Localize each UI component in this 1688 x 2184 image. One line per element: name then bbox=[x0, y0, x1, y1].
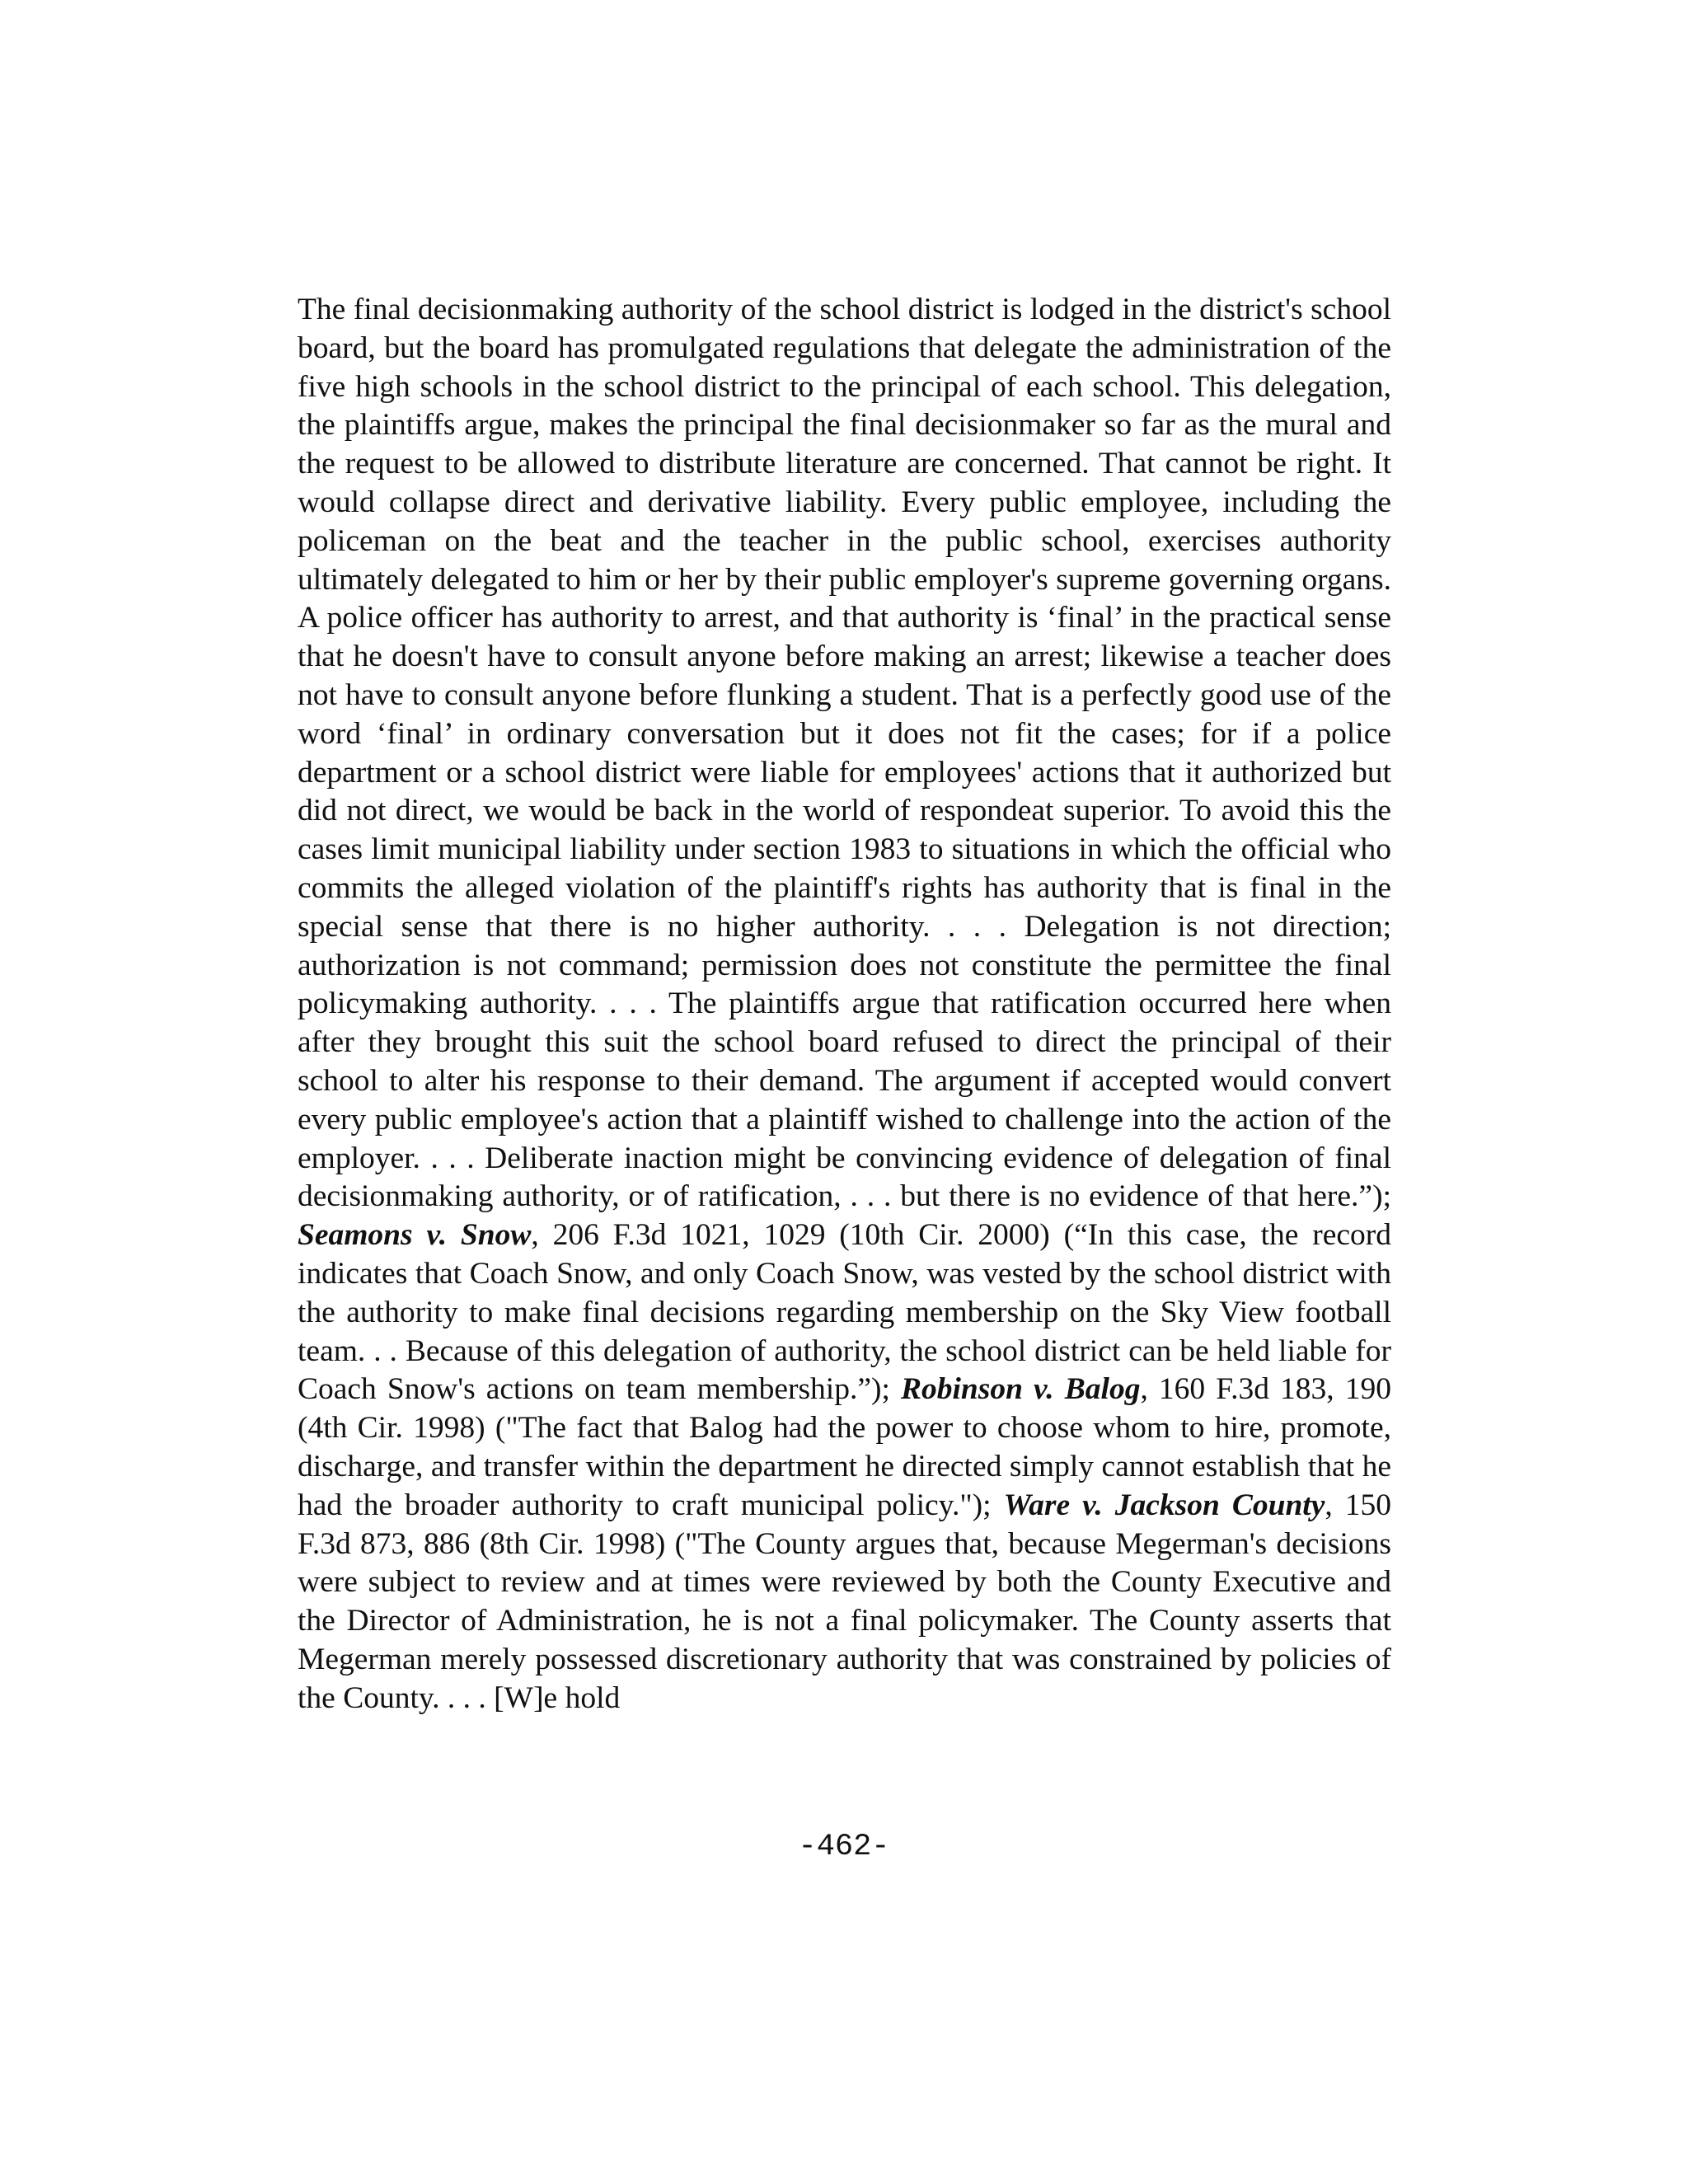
text-segment-1: The final decisionmaking authority of the school district is lodged in the district's school board, but the board has promulgated regulations that delegate the administration of the five high schools in the school district to the principal of each school. This delegation, the plaintiffs argue, makes the principal the final decisionmaker so far as the mural and the request to be allowed to distribute literature are concerned. That cannot be right. It would collapse direct and derivative liability. Every public employee, including the policeman on the beat and the teacher in the public school, exercises authority ultimately delegated to him or her by their public employer's supreme governing organs. A police officer has authority to arrest, and that authority is ‘final’ in the practical sense that he doesn't have to consult anyone before making an arrest; likewise a teacher does not have to consult anyone before flunking a student. That is a perfectly good use of the word ‘final’ in ordinary conversation but it does not fit the cases; for if a police department or a school district were liable for employees' actions that it authorized but did not direct, we would be back in the world of respondeat superior. To avoid this the cases limit municipal liability under section 1983 to situations in which the official who commits the alleged violation of the plaintiff's rights has authority that is final in the special sense that there is no higher authority. . . . Delegation is not direction; authorization is not command; permission does not constitute the permittee the final policymaking authority. . . . The plaintiffs argue that ratification occurred here when after they brought this suit the school board refused to direct the principal of their school to alter his response to their demand. The argument if accepted would convert every public employee's action that a plaintiff wished to challenge into the action of the employer. . . . Deliberate inaction might be convincing evidence of delegation of final decisionmaking authority, or of ratification, . . . but there is no evidence of that here.”); bbox=[298, 293, 1391, 1214]
text-segment-4: , 150 F.3d 873, 886 (8th Cir. 1998) ("The County argues that, because Megerman's decisions were subject to review and at times were reviewed by both the County Executive and the Director of Administration, he is not a final policymaker. The County asserts that Megerman merely possessed discretionary authority that was constrained by policies of the County. . . . [W]e hold bbox=[298, 1488, 1391, 1715]
page-number: -462- bbox=[798, 1830, 890, 1864]
case-name-seamons-v-snow: Seamons v. Snow bbox=[298, 1218, 532, 1253]
case-name-robinson-v-balog: Robinson v. Balog bbox=[900, 1372, 1141, 1407]
case-name-ware-v-jackson-county: Ware v. Jackson County bbox=[1003, 1488, 1325, 1522]
text-segment-2: , 206 F.3d 1021, 1029 (10th Cir. 2000) (“In this case, the record indicates that Coach Snow, and only Coach Snow, was vested by the school district with the authority to make final decisions regarding membership on the Sky View football team. . . Because of this delegation of authority, the school district can be held liable for Coach Snow's actions on team membership.”); bbox=[298, 1218, 1391, 1407]
text-segment-3: , 160 F.3d 183, 190 (4th Cir. 1998) ("The fact that Balog had the power to choose whom to hire, promote, discharge, and transfer within the department he directed simply cannot establish that he had the broader authority to craft municipal policy."); bbox=[298, 1372, 1392, 1522]
body-paragraph bbox=[298, 291, 1391, 1718]
